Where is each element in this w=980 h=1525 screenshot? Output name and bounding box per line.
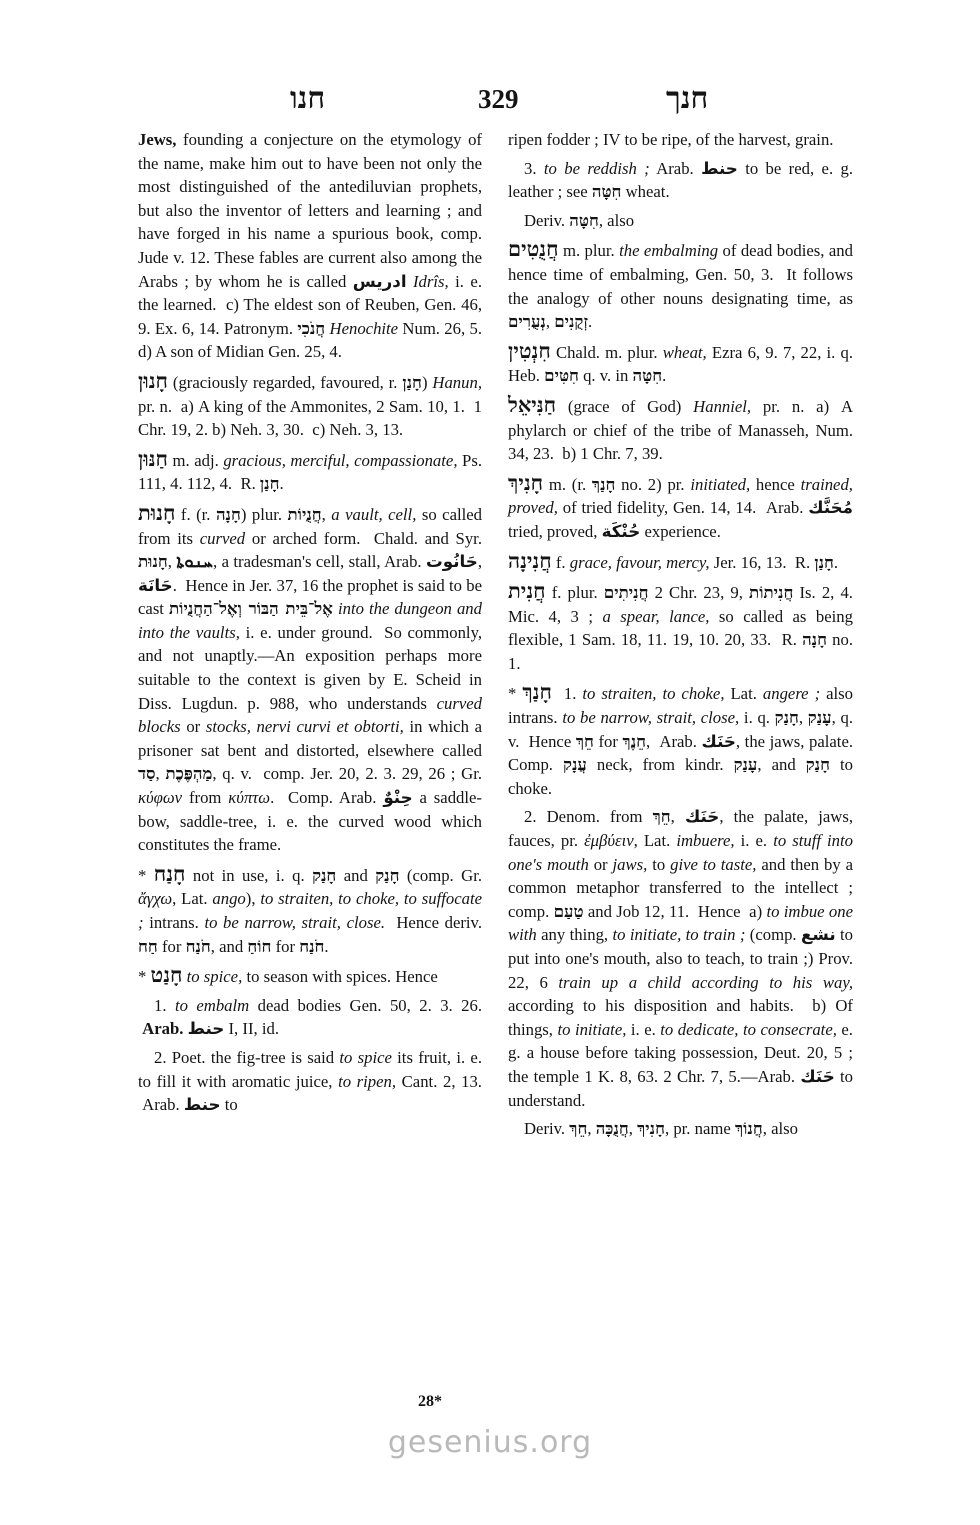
left-column-paragraph: 1. to embalm dead bodies Gen. 50, 2. 3. 26. Arab. حنط I, II, id. <box>138 995 482 1039</box>
left-column-paragraph: חָנוּן (graciously regarded, favoured, r. חָנַן) Hanun, pr. n. a) A king of the Ammonites, 2 Sam. 10, 1. 1 Chr. 19, 2. b) Neh. 3, 30. c) Neh. 3, 13. <box>138 367 483 440</box>
watermark: gesenius.org <box>387 1425 593 1460</box>
right-column-paragraph: 2. Denom. from חֵךְ, حَنَك, the palate, jaws, fauces, pr. ἐμβύειν, Lat. imbuere, i. e. to stuff into one's mouth or jaws, to give to taste, and then by a common metaphor transferred to the intellect ; comp. טַעַם and Job 12, 11. Hence a) to imbue one with any thing, to initiate, to train ; (comp. نشع to put into one's mouth, also to teach, to train ;) Prov. 22, 6 train up a child according to his way, according to his disposition and habits. b) Of things, to initiate, i. e. to dedicate, to consecrate, e. g. a house before taking possession, Deut. 20, 5 ; the temple 1 K. 8, 63. 2 Chr. 7, 5.—Arab. حَنَك to understand. <box>508 806 854 1110</box>
right-column-paragraph: חֲנֻטִים m. plur. the embalming of dead bodies, and hence time of embalming, Gen. 50, 3. It follows the analogy of other nouns designating time, as נְעֻרִים, זְקֻנִים. <box>508 236 853 332</box>
right-column-paragraph: * חָנַךְ 1. to straiten, to choke, Lat. angere ; also intrans. to be narrow, strait, close, i. q. חָנַק, עָנַק, q. v. Hence חֵךְ for חֵנֶךְ, Arab. حَنَك, the jaws, palate. Comp. עֲנָק neck, from kindr. עָנַק, and חָנַק to choke. <box>508 679 854 798</box>
right-column-paragraph: Deriv. חִטָּה, also <box>524 209 635 230</box>
left-column-paragraph: Jews, founding a conjecture on the etymology of the name, make him out to have been not only the most distinguished of the antediluvian prophets, but also the inventor of letters and learning ; and have forged in his name a spurious book, comp. Jude v. 12. These fables are current also among the Arabs ; by whom he is called ادريس Idrîs, i. e. the learned. c) The eldest son of Reuben, Gen. 46, 9. Ex. 6, 14. Patronym. חֲנֹכִי Henochite Num. 26, 5. d) A son of Midian Gen. 25, 4. <box>138 130 483 362</box>
running-head-right: חנך <box>666 82 709 115</box>
right-column-paragraph: חֲנִית f. plur. חֲנִיתִים 2 Chr. 23, 9, חֲנִיתוֹת Is. 2, 4. Mic. 4, 3 ; a spear, lance, so called as being flexible, 1 Sam. 18, 11. 19, 10. 20, 33. R. חָנָה no. 1. <box>508 578 853 673</box>
left-column-paragraph: חָנוּת f. (r. חָנָה) plur. חֲנֻיוֹת, a vault, cell, so called from its curved or arched form. Chald. and Syr. חָנוּת, ܚܢܘܬܐ, a tradesman's cell, stall, Arab. حَانُوت, حَانَة. Hence in Jer. 37, 16 the prophet is said to be cast אֶל־בֵּית הַבּוֹר וְאֶל־הַחֲנֻיוֹת into the dungeon and into the vaults, i. e. under ground. So commonly, and not unaptly.—An exposition perhaps more suitable to the context is given by E. Scheid in Diss. Lugdun. p. 988, who understands curved blocks or stocks, nervi curvi et obtorti, in which a prisoner sat bent and distorted, elsewhere called סַד, מַהְפֶּכֶת, q. v. comp. Jer. 20, 2. 3. 29, 26 ; Gr. κύφων from κύπτω. Comp. Arab. حِنْوٌ a saddle-bow, saddle-tree, i. e. the curved wood which constitutes the frame. <box>138 499 483 855</box>
right-column <box>508 128 853 1146</box>
right-column-paragraph: 3. to be reddish ; Arab. حنط to be red, e. g. leather ; see חִטָּה wheat. <box>508 157 854 202</box>
left-column-paragraph: 2. Poet. the fig-tree is said to spice its fruit, i. e. to fill it with aromatic juice, to ripen, Cant. 2, 13. Arab. حنط to <box>138 1047 482 1115</box>
running-head-left: חנו <box>290 82 326 115</box>
signature-mark: 28* <box>418 1393 442 1410</box>
right-column-paragraph: חָנִיךְ m. (r. חָנַךְ no. 2) pr. initiated, hence trained, proved, of tried fidelity, Gen. 14, 14. Arab. مُحَنَّك tried, proved, حُنْكَة experience. <box>508 469 853 541</box>
right-column-paragraph: חִנְטִין Chald. m. plur. wheat, Ezra 6, 9. 7, 22, i. q. Heb. חִטִּים q. v. in חִטָּה. <box>508 337 853 386</box>
right-column-paragraph: חֲנִינָה f. grace, favour, mercy, Jer. 16, 13. R. חָנַן. <box>508 547 839 573</box>
left-column-paragraph: * חָנַט to spice, to season with spices. Hence <box>138 962 438 988</box>
page-number: 329 <box>478 84 519 114</box>
right-column-paragraph: Deriv. חֵךְ, חֲנֻכָּה, חָנִיךְ, pr. name חֲנוֹךְ, also <box>524 1118 798 1139</box>
right-column-paragraph: חַנִּיאֵל (grace of God) Hanniel, pr. n. a) A phylarch or chief of the tribe of Manasseh, Num. 34, 23. b) 1 Chr. 7, 39. <box>508 391 854 464</box>
left-column <box>138 128 482 1122</box>
right-column-paragraph: ripen fodder ; IV to be ripe, of the harvest, grain. <box>508 130 834 149</box>
left-column-paragraph: חַנּוּן m. adj. gracious, merciful, compassionate, Ps. 111, 4. 112, 4. R. חָנַן. <box>138 445 482 494</box>
left-column-paragraph: * חָנַח not in use, i. q. חָנַק and חָנַק (comp. Gr. ἄγχω, Lat. ango), to straiten, to choke, to suffocate ; intrans. to be narrow, strait, close. Hence deriv. חַח for חֹנַח, and חוֹחַ for חֹנַח. <box>138 860 482 956</box>
